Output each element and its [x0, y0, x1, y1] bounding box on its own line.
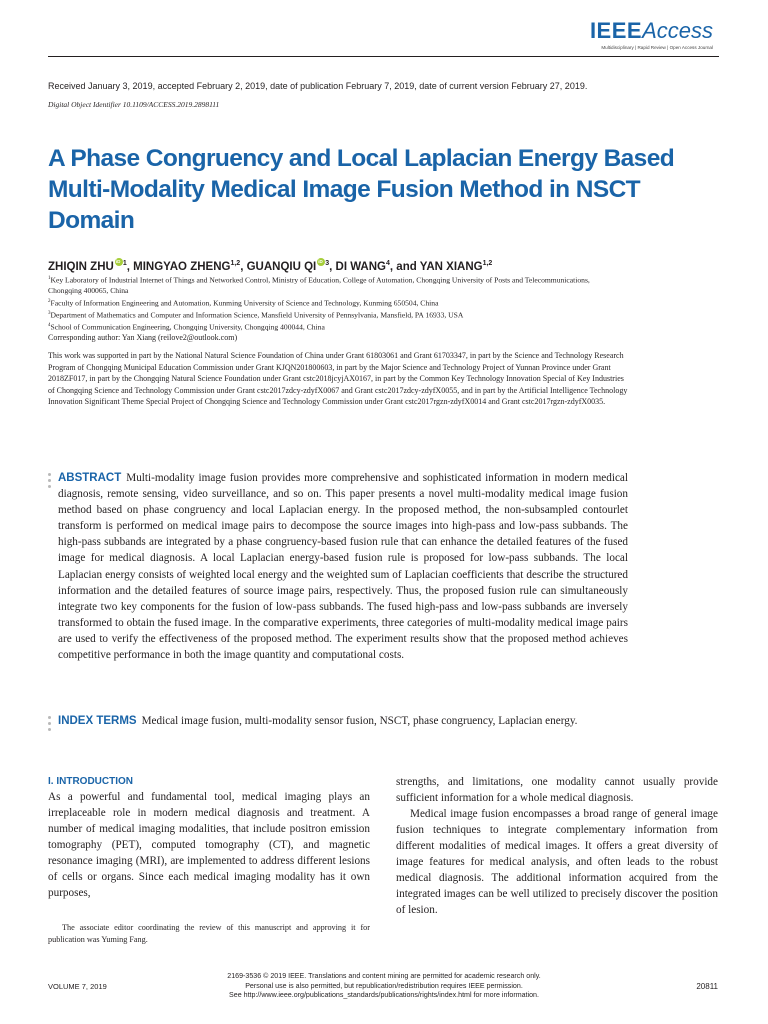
journal-logo — [590, 20, 713, 50]
footer-copyright-line-3[interactable]: See http://www.ieee.org/publications_standards/publications/rights/index.html for more information. — [229, 991, 539, 999]
abstract-dots-icon — [48, 473, 52, 491]
footer-copyright-line-2: Personal use is also permitted, but republication/redistribution requires IEEE permission. — [245, 981, 523, 990]
author-name: DI WANG — [335, 261, 386, 273]
paper-title: A Phase Congruency and Local Laplacian Energy Based Multi-Modality Medical Image Fusion Method in NSCT Domain — [48, 145, 675, 234]
intro-right-paragraph-2: Medical image fusion encompasses a broad range of general image fusion techniques to integrate complementary information from different modalities of medical images. It offers a great diversity of image features for medical analysis, and often leads to the robust medical diagnosis. The additional information acquired from the integrated images can be well utilized to precisely discover the position of lesion. — [396, 808, 718, 916]
funding-statement: This work was supported in part by the National Natural Science Foundation of China under Grant 61803061 and Grant 61703347, in part by the Science and Technology Research Program of Chongqing Municipal Education Commission under Grant KJQN201800603, in part by the Major Science and Technology Project of Yunnan Province under Grant 2018ZF017, in part by the Chongqing Natural Science Foundation under Grant cstc2018jcyjAX0167, in part by the Common Key Technology Innovation Special of Key Industries of Chongqing Science and Technology Commission under Grant cstc2017zdcy-zdyfX0067 and Grant cstc2017zdcy-zdyfX0055, and in part by the Artificial Intelligence Technology Innovation Significant Theme Special Project of Chongqing Science and Technology Commission under Grant cstc2017rgzn-zdyfX0014 and Grant cstc2017rgzn-zdyfX0035. — [48, 351, 628, 407]
header-rule — [48, 56, 719, 57]
author-affiliation-number: 1,2 — [230, 260, 241, 268]
affiliation-number: 2 — [48, 298, 51, 304]
affiliation-number: 1 — [48, 276, 51, 281]
author-affiliation-number: 1 — [122, 260, 127, 268]
author — [420, 261, 493, 273]
affiliation-text: School of Communication Engineering, Chongqing University, Chongqing 400044, China — [50, 322, 325, 332]
author-name: MINGYAO ZHENG — [133, 261, 231, 273]
section-heading-introduction: I. INTRODUCTION — [48, 776, 133, 787]
abstract-text: Multi-modality image fusion provides more comprehensive and sophisticated information in modern medical diagnosis, remote sensing, video surveillance, and so on. This paper presents a novel multi-modality medical image fusion method based on phase congruency and local Laplacian energy. In the proposed method, the non-subsampled contourlet transform is performed on medical image pairs to decompose the source images into high-pass and low-pass subbands. The high-pass subbands are integrated by a phase congruency-based fusion rule that can enhance the detailed features of the fused image for medical diagnosis. A local Laplacian energy-based fusion rule is proposed for low-pass subbands. The local Laplacian energy consists of weighted local energy and the weighted sum of Laplacian coefficients that describe the structured information and the detailed features of source image pairs, respectively. Thus, the proposed fusion rule can simultaneously integrate two key components for the fusion of low-pass subbands. The fused high-pass and low-pass subbands are inversely transformed to obtain the fused image. In the comparative experiments, three categories of multi-modality medical image pairs are used to verify the effectiveness of the proposed method. The experiment results show that the proposed method achieves competitive performance in both the image quantity and computational costs. — [58, 472, 628, 662]
logo-ieee: IEEE — [589, 18, 643, 43]
author-name: ZHIQIN ZHU — [48, 261, 114, 273]
author-separator: , — [240, 261, 247, 273]
author-separator: , — [126, 261, 134, 273]
author — [48, 261, 127, 273]
logo-tagline: Multidisciplinary | Rapid Review | Open Access Journal — [601, 45, 713, 50]
author-name: GUANQIU QI — [246, 261, 317, 273]
author — [336, 261, 390, 273]
author — [247, 261, 330, 273]
affiliation — [48, 274, 608, 297]
index-terms-dots-icon — [48, 716, 52, 734]
index-terms — [58, 713, 628, 729]
affiliation — [48, 297, 608, 309]
affiliation — [48, 309, 608, 321]
editor-footnote: The associate editor coordinating the review of this manuscript and approving it for publication was Yuming Fang. — [48, 923, 370, 944]
author-separator: , and — [389, 261, 420, 273]
footer-page-number: 20811 — [696, 982, 718, 991]
orcid-icon[interactable] — [115, 258, 123, 266]
received-dates: Received January 3, 2019, accepted February 2, 2019, date of publication February 7, 2019, date of current version February 27, 2019. — [48, 81, 588, 91]
footer-copyright-line-1: 2169-3536 © 2019 IEEE. Translations and content mining are permitted for academic research only. — [227, 972, 541, 980]
footer-volume: VOLUME 7, 2019 — [48, 982, 107, 991]
intro-right-column — [396, 774, 718, 918]
index-terms-text: Medical image fusion, multi-modality sensor fusion, NSCT, phase congruency, Laplacian energy. — [141, 715, 578, 727]
affiliation-text: Key Laboratory of Industrial Internet of Things and Networked Control, Ministry of Education, College of Automation, Chongqing University of Posts and Telecommunications, Chongqing 400065, China — [48, 275, 590, 296]
doi[interactable]: Digital Object Identifier 10.1109/ACCESS.2019.2898111 — [48, 100, 220, 109]
affiliation — [48, 321, 608, 333]
affiliation-number: 4 — [48, 322, 51, 328]
author-affiliation-number: 4 — [386, 260, 390, 268]
intro-left-paragraph: As a powerful and fundamental tool, medical imaging plays an irreplaceable role in modern medical diagnosis and treatment. A number of medical imaging modalities, that include positron emission tomography (PET), computed tomography (CT), and magnetic resonance imaging (MRI), are implemented to address different lesions of cells or organs. Since each medical imaging modality has it own purposes, — [48, 791, 370, 899]
affiliation-number: 3 — [48, 310, 51, 316]
affiliations — [48, 274, 608, 333]
affiliation-text: Faculty of Information Engineering and Automation, Kunming University of Science and Technology, Kunming 650504, China — [50, 298, 439, 308]
author — [133, 261, 240, 273]
index-terms-label: INDEX TERMS — [58, 715, 137, 727]
author-list — [48, 258, 492, 273]
corresponding-author: Corresponding author: Yan Xiang (reilove2@outlook.com) — [48, 333, 238, 342]
logo-access: Access — [642, 18, 713, 43]
abstract — [58, 470, 628, 663]
author-name: YAN XIANG — [419, 261, 483, 273]
intro-right-paragraph-1: strengths, and limitations, one modality cannot usually provide sufficient information for a whole medical diagnosis. — [396, 776, 718, 804]
affiliation-text: Department of Mathematics and Computer and Information Science, Mansfield University of Pennsylvania, Mansfield, PA 16933, USA — [50, 310, 464, 320]
abstract-label: ABSTRACT — [58, 472, 122, 484]
footer-copyright — [180, 972, 588, 1001]
author-affiliation-number: 1,2 — [482, 260, 493, 268]
author-separator: , — [329, 261, 336, 273]
author-affiliation-number: 3 — [325, 260, 330, 268]
